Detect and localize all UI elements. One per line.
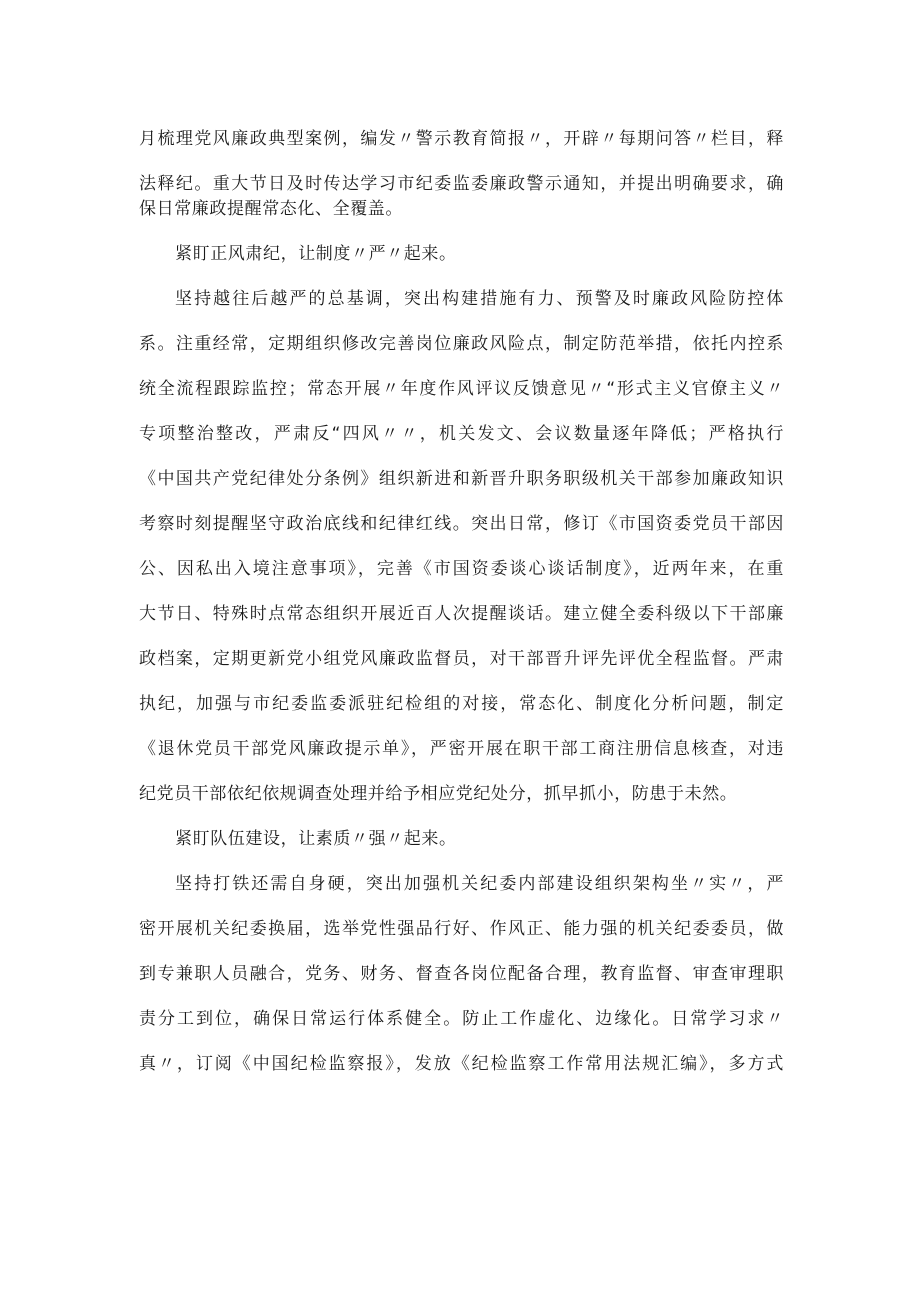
body-text-line: 《中国共产党纪律处分条例》组织新进和新晋升职务职级机关干部参加廉政知识 [139, 469, 784, 489]
body-text-line: 保日常廉政提醒常态化、全覆盖。 [139, 199, 403, 219]
section-heading: 紧盯队伍建设，让素质〃强〃起来。 [175, 829, 457, 849]
body-text-line: 《退休党员干部党风廉政提示单》，严密开展在职干部工商注册信息核查，对违 [139, 739, 784, 759]
body-text-line: 到专兼职人员融合，党务、财务、督查各岗位配备合理，教育监督、审查审理职 [139, 964, 784, 984]
body-text-line: 坚持打铁还需自身硬，突出加强机关纪委内部建设组织架构坐〃实〃，严 [175, 874, 784, 894]
body-text-line: 纪党员干部依纪依规调查处理并给予相应党纪处分，抓早抓小，防患于未然。 [139, 784, 738, 804]
body-text-line: 真〃，订阅《中国纪检监察报》，发放《纪检监察工作常用法规汇编》，多方式 [139, 1054, 784, 1074]
body-text-line: 执纪，加强与市纪委监委派驻纪检组的对接，常态化、制度化分析问题，制定 [139, 694, 784, 714]
body-text-line: 政档案，定期更新党小组党风廉政监督员，对干部晋升评先评优全程监督。严肃 [139, 649, 784, 669]
body-text-line: 系。注重经常，定期组织修改完善岗位廉政风险点，制定防范举措，依托内控系 [139, 334, 784, 354]
body-text-line: 考察时刻提醒坚守政治底线和纪律红线。突出日常，修订《市国资委党员干部因 [139, 514, 784, 534]
body-text-line: 密开展机关纪委换届，选举党性强品行好、作风正、能力强的机关纪委委员，做 [139, 919, 784, 939]
section-heading: 紧盯正风肃纪，让制度〃严〃起来。 [175, 244, 457, 264]
body-text-line: 公、因私出入境注意事项》，完善《市国资委谈心谈话制度》，近两年来，在重 [139, 559, 784, 579]
body-text-line: 法释纪。重大节日及时传达学习市纪委监委廉政警示通知，并提出明确要求，确 [139, 174, 784, 194]
body-text-line: 责分工到位，确保日常运行体系健全。防止工作虚化、边缘化。日常学习求〃 [139, 1009, 784, 1029]
body-text-line: 坚持越往后越严的总基调，突出构建措施有力、预警及时廉政风险防控体 [175, 289, 784, 309]
body-text-line: 大节日、特殊时点常态组织开展近百人次提醒谈话。建立健全委科级以下干部廉 [139, 604, 784, 624]
body-text-line: 月梳理党风廉政典型案例，编发〃警示教育简报〃，开辟〃每期问答〃栏目，释 [139, 129, 784, 149]
body-text-line: 专项整治整改，严肃反“四风〃〃，机关发文、会议数量逐年降低；严格执行 [139, 424, 784, 444]
body-text-line: 统全流程跟踪监控；常态开展〃年度作风评议反馈意见〃“形式主义官僚主义〃 [139, 379, 784, 399]
